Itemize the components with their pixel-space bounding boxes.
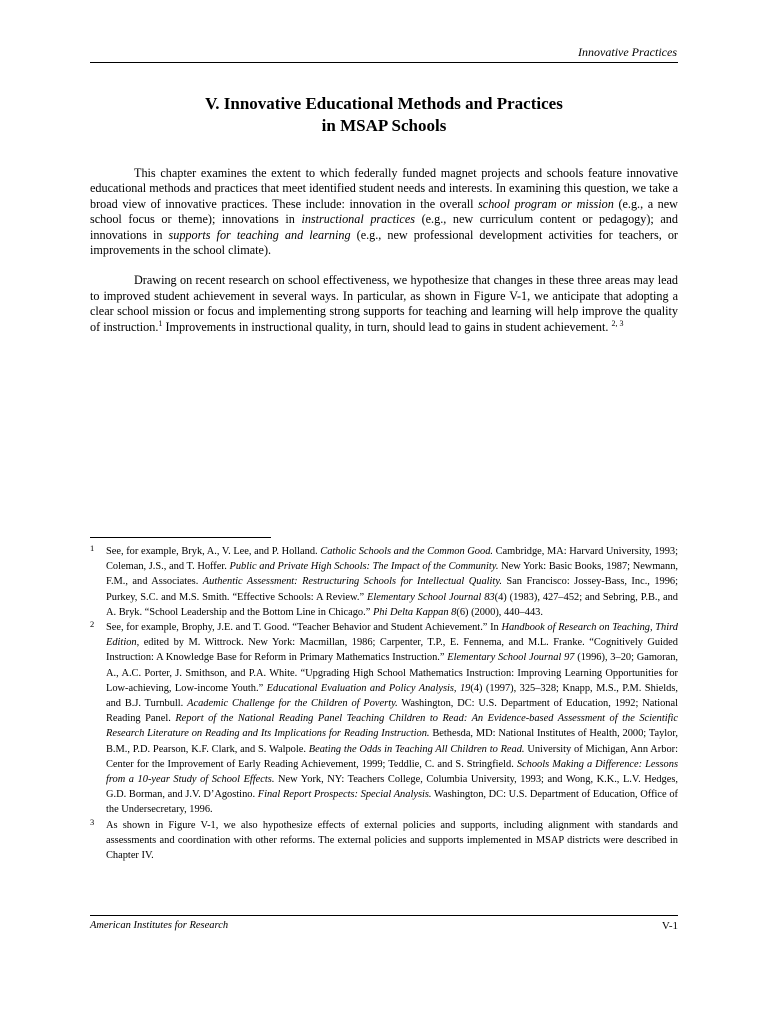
page-number: V-1: [661, 920, 678, 932]
chapter-title-line-1: V. Innovative Educational Methods and Practices: [205, 94, 563, 113]
footnote-2: 2 See, for example, Brophy, J.E. and T. Good. “Teacher Behavior and Student Achievement.” In Handbook of Research on Teaching, Third Edition, edited by M. Wittrock. New York: Macmillan, 1986; Carpenter, T.P., E. Fennema, and M.L. Franke. “Cognitively Guided Instruction: A Knowledge Base for Reform in Primary Mathematics Instruction.” Elementary School Journal 97 (1996), 3–20; Gamoran, A., A.C. Porter, J. Smithson, and P.A. White. “Upgrading High School Mathematics Instruction: Improving Learning Opportunities for Low-achieving, Low-income Youth.” Educational Evaluation and Policy Analysis, 19(4) (1997), 325–328; Knapp, M.S., P.M. Shields, and B.J. Turnbull. Academic Challenge for the Children of Poverty. Washington, DC: U.S. Department of Education, 1992; National Reading Panel. Report of the National Reading Panel Teaching Children to Read: An Evidence-based Assessment of the Scientific Research Literature on Reading and Its Implications for Reading Instruction. Bethesda, MD: National Institutes of Health, 2000; Taylor, B.M., P.D. Pearson, K.F. Clark, and S. Walpole. Beating the Odds in Teaching All Children to Read. University of Michigan, Ann Arbor: Center for the Improvement of Early Reading Achievement, 1999; Teddlie, C. and S. Stringfield. Schools Making a Difference: Lessons from a 10-year Study of School Effects. New York, NY: Teachers College, Columbia University, 1993; and Wong, K.K., L.V. Hedges, G.D. Borman, and J.V. D’Agostino. Final Report Prospects: Special Analysis. Washington, DC: U.S. Department of Education, Office of the Undersecretary, 1996.: [90, 619, 679, 816]
footnote-ref-1[interactable]: 1: [158, 318, 163, 328]
footer-organization: American Institutes for Research: [90, 920, 229, 931]
footnote-separator: [90, 537, 271, 538]
footnote-ref-2-3[interactable]: 2, 3: [611, 318, 624, 328]
paragraph-1: This chapter examines the extent to which federally funded magnet projects and schools feature innovative educational methods and practices that meet identified student needs and interests. In examining this question, we take a broad view of innovative practices. These include: innovation in the overall school program or mission (e.g., a new school focus or theme); innovations in instructional practices (e.g., new curriculum content or pedagogy); and innovations in supports for teaching and learning (e.g., new professional development activities for teachers, or improvements in the school climate).: [90, 166, 678, 258]
paragraph-2: Drawing on recent research on school effectiveness, we hypothesize that changes in these three areas may lead to improved student achievement in several ways. In particular, as shown in Figure V-1, we anticipate that adopting a clear school mission or focus and implementing strong supports for teaching and learning will help improve the quality of instruction.$^1$ Improvements in instructional quality, in turn, should lead to gains in student achievement. $^{2, 3}$: [90, 273, 678, 334]
footnotes: [90, 544, 678, 863]
body-text: [90, 166, 678, 350]
footnote-number: 2: [90, 619, 95, 630]
footer-rule: [90, 915, 678, 916]
footnote-number: 3: [90, 816, 95, 827]
chapter-title-line-2: in MSAP Schools: [321, 116, 447, 135]
footnote-number: 1: [90, 543, 95, 553]
header-rule: [90, 62, 678, 63]
footnote-3: 3 As shown in Figure V-1, we also hypothesize effects of external policies and supports, including alignment with standards and assessments and coordination with other reforms. The external policies and supports implemented in MSAP districts were described in Chapter IV.: [90, 816, 678, 862]
chapter-title: [90, 93, 678, 137]
footnote-1: 1 See, for example, Bryk, A., V. Lee, and P. Holland. Catholic Schools and the Common Good. Cambridge, MA: Harvard University, 1993; Coleman, J.S., and T. Hoffer. Public and Private High Schools: The Impact of the Community. New York: Basic Books, 1987; Newmann, F.M., and Associates. Authentic Assessment: Restructuring Schools for Intellectual Quality. San Francisco: Jossey-Bass, Inc., 1996; Purkey, S.C. and M.S. Smith. “Effective Schools: A Review.” Elementary School Journal 83(4) (1983), 427–452; and Sebring, P.B., and A. Bryk. “School Leadership and the Bottom Line in Chicago.” Phi Delta Kappan 8(6) (2000), 440–443.: [90, 543, 679, 618]
running-header: Innovative Practices: [578, 45, 677, 59]
